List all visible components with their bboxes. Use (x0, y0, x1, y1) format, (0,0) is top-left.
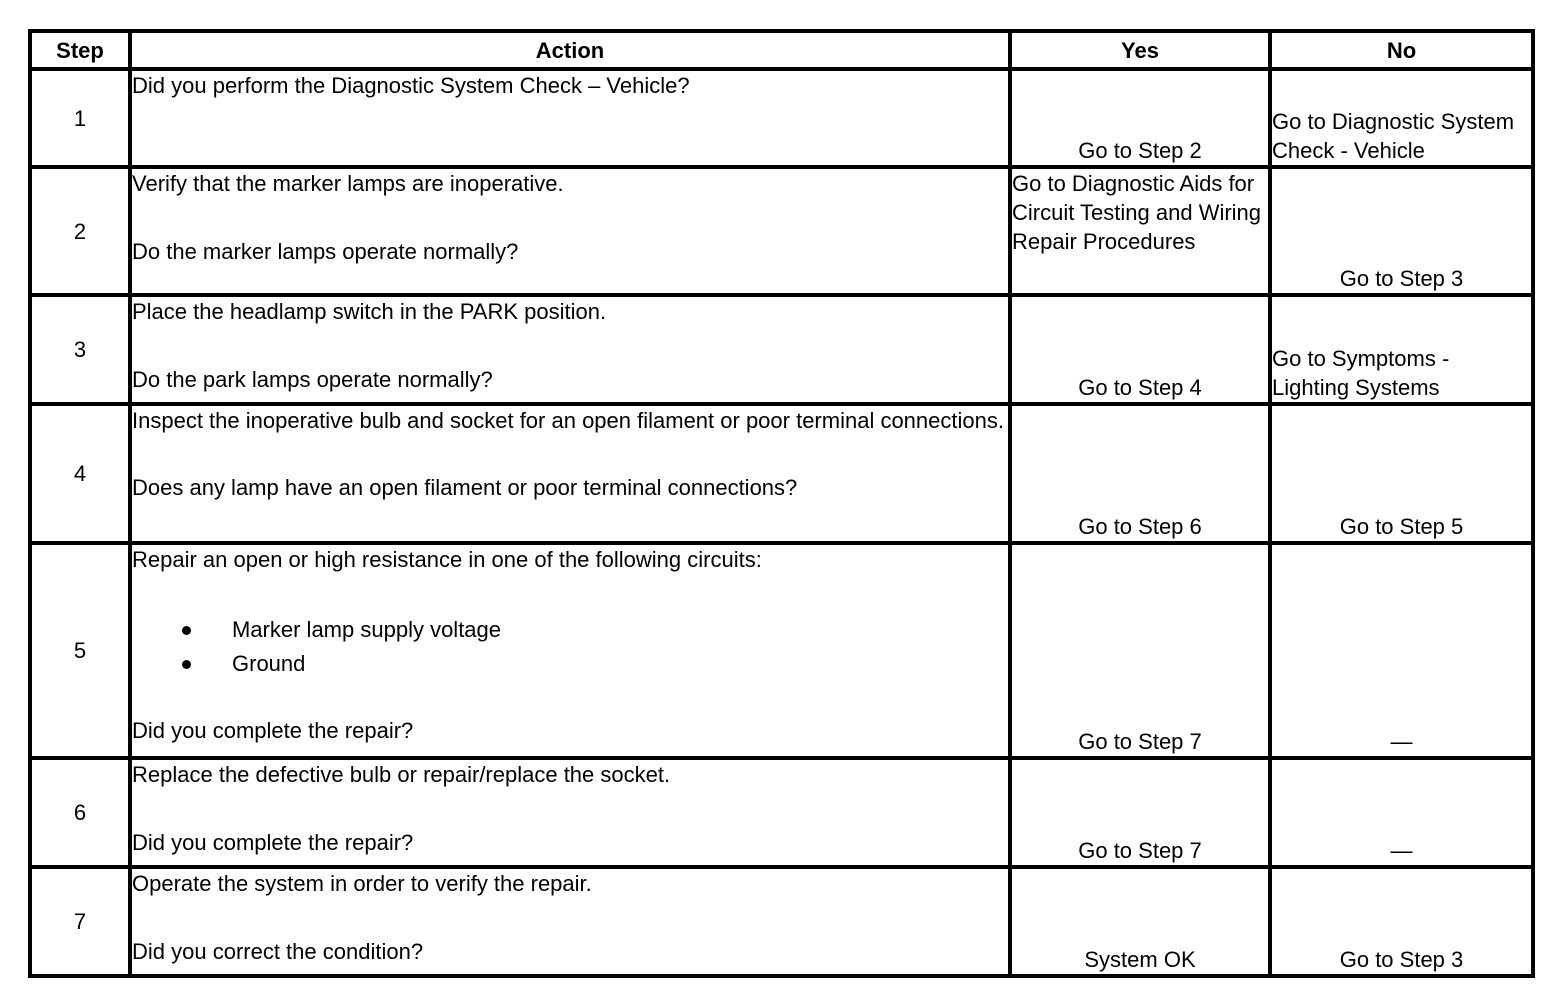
action-cell (130, 867, 1010, 976)
list-item-text: Ground (232, 651, 306, 676)
circuit-list (132, 613, 1008, 681)
action-question: Do the marker lamps operate normally? (132, 239, 519, 264)
no-cell: Go to Step 3 (1270, 167, 1533, 295)
header-step: Step (30, 31, 130, 69)
table-row (30, 543, 1533, 758)
step-number: 7 (30, 867, 130, 976)
no-cell: Go to Step 5 (1270, 404, 1533, 543)
action-question: Did you complete the repair? (132, 830, 414, 855)
step-number: 4 (30, 404, 130, 543)
list-item (132, 613, 1008, 647)
action-text: Repair an open or high resistance in one of the following circuits: (132, 547, 762, 572)
action-text: Inspect the inoperative bulb and socket for an open filament or poor terminal connections. (132, 408, 1004, 433)
no-cell: Go to Step 3 (1270, 867, 1533, 976)
no-cell: — (1270, 543, 1533, 758)
action-cell (130, 758, 1010, 867)
step-number: 6 (30, 758, 130, 867)
step-number: 1 (30, 69, 130, 167)
yes-cell: Go to Diagnostic Aids for Circuit Testing and Wiring Repair Procedures (1010, 167, 1270, 295)
table-row (30, 758, 1533, 867)
bullet-icon (182, 660, 191, 669)
action-text: Place the headlamp switch in the PARK position. (132, 299, 607, 324)
no-cell: — (1270, 758, 1533, 867)
list-item-text: Marker lamp supply voltage (232, 617, 502, 642)
action-question: Did you correct the condition? (132, 939, 424, 964)
yes-cell: Go to Step 4 (1010, 295, 1270, 404)
action-cell (130, 543, 1010, 758)
action-cell (130, 167, 1010, 295)
step-number: 3 (30, 295, 130, 404)
bullet-icon (182, 626, 191, 635)
yes-cell: System OK (1010, 867, 1270, 976)
action-text: Verify that the marker lamps are inoperative. (132, 171, 564, 196)
table-row (30, 867, 1533, 976)
header-action: Action (130, 31, 1010, 69)
yes-cell: Go to Step 6 (1010, 404, 1270, 543)
action-text: Replace the defective bulb or repair/replace the socket. (132, 762, 671, 787)
header-yes: Yes (1010, 31, 1270, 69)
header-row (30, 31, 1533, 69)
no-cell: Go to Symptoms - Lighting Systems (1270, 295, 1533, 404)
step-number: 2 (30, 167, 130, 295)
step-number: 5 (30, 543, 130, 758)
action-text: Operate the system in order to verify the repair. (132, 871, 592, 896)
table-row (30, 404, 1533, 543)
action-question: Do the park lamps operate normally? (132, 367, 493, 392)
diagnostic-table (28, 29, 1535, 978)
yes-cell: Go to Step 2 (1010, 69, 1270, 167)
action-question: Did you complete the repair? (132, 718, 414, 743)
table-row (30, 295, 1533, 404)
yes-cell: Go to Step 7 (1010, 758, 1270, 867)
action-text: Did you perform the Diagnostic System Check – Vehicle? (132, 73, 690, 98)
table-row (30, 167, 1533, 295)
yes-cell: Go to Step 7 (1010, 543, 1270, 758)
header-no: No (1270, 31, 1533, 69)
list-item (132, 647, 1008, 681)
table-row (30, 69, 1533, 167)
action-question: Does any lamp have an open filament or poor terminal connections? (132, 475, 798, 500)
action-cell (130, 295, 1010, 404)
action-cell (130, 69, 1010, 167)
no-cell: Go to Diagnostic System Check - Vehicle (1270, 69, 1533, 167)
action-cell (130, 404, 1010, 543)
